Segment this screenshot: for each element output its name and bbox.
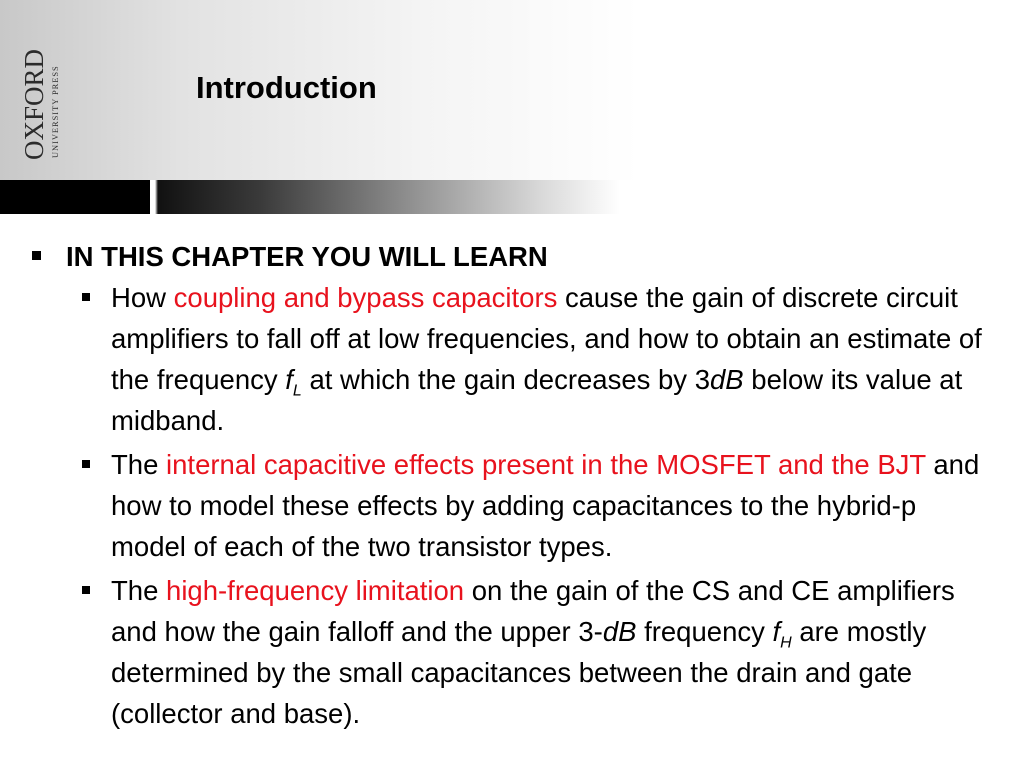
chapter-heading-item: [28, 236, 988, 277]
logo-name: OXFORD: [19, 48, 49, 160]
bullet-text: and how to model these effects by adding capacitances to the hybrid-p model of each of the two transistor types.: [111, 449, 980, 562]
square-bullet-icon: [32, 251, 41, 260]
bullet-text: on the gain of the CS and CE amplifiers and how the gain falloff and the upper 3-: [111, 575, 955, 647]
bullet-text: frequency: [636, 616, 773, 647]
publisher-logo: [14, 18, 64, 164]
header-divider-bar: [0, 180, 1024, 214]
bullet-text: at which the gain decreases by 3: [301, 364, 710, 395]
bullet-text: The: [111, 575, 167, 606]
list-item: [111, 277, 988, 441]
square-bullet-icon: [82, 293, 90, 301]
bullet-text: are mostly determined by the small capacitances between the drain and gate (collector and base).: [111, 616, 927, 729]
bullet-text: The: [111, 449, 167, 480]
header-band: [0, 0, 1024, 180]
list-item: [111, 444, 988, 567]
symbol-f: f: [772, 616, 781, 647]
bullet-text: cause the gain of discrete circuit amplifiers to fall off at low frequencies, and how to obtain an estimate of the frequency: [111, 282, 982, 395]
highlight-text: coupling and bypass capacitors: [173, 282, 558, 313]
symbol-subscript: L: [292, 382, 302, 400]
highlight-text: internal capacitive effects present in the MOSFET and the BJT: [166, 449, 926, 480]
symbol-subscript: H: [780, 634, 792, 652]
oxford-logo-icon: [14, 18, 64, 164]
chapter-heading: IN THIS CHAPTER YOU WILL LEARN: [66, 241, 548, 272]
square-bullet-icon: [82, 460, 90, 468]
logo-subtitle: UNIVERSITY PRESS: [51, 65, 60, 158]
bullet-text: How: [111, 282, 174, 313]
list-item: [111, 570, 988, 734]
unit-db: dB: [602, 616, 637, 647]
highlight-text: high-frequency limitation: [166, 575, 465, 606]
unit-db: dB: [710, 364, 744, 395]
slide-content: [28, 236, 988, 734]
bullet-text: below its value at midband.: [111, 364, 963, 436]
slide-title: Introduction: [196, 70, 377, 105]
square-bullet-icon: [82, 586, 90, 594]
symbol-f: f: [285, 364, 293, 395]
